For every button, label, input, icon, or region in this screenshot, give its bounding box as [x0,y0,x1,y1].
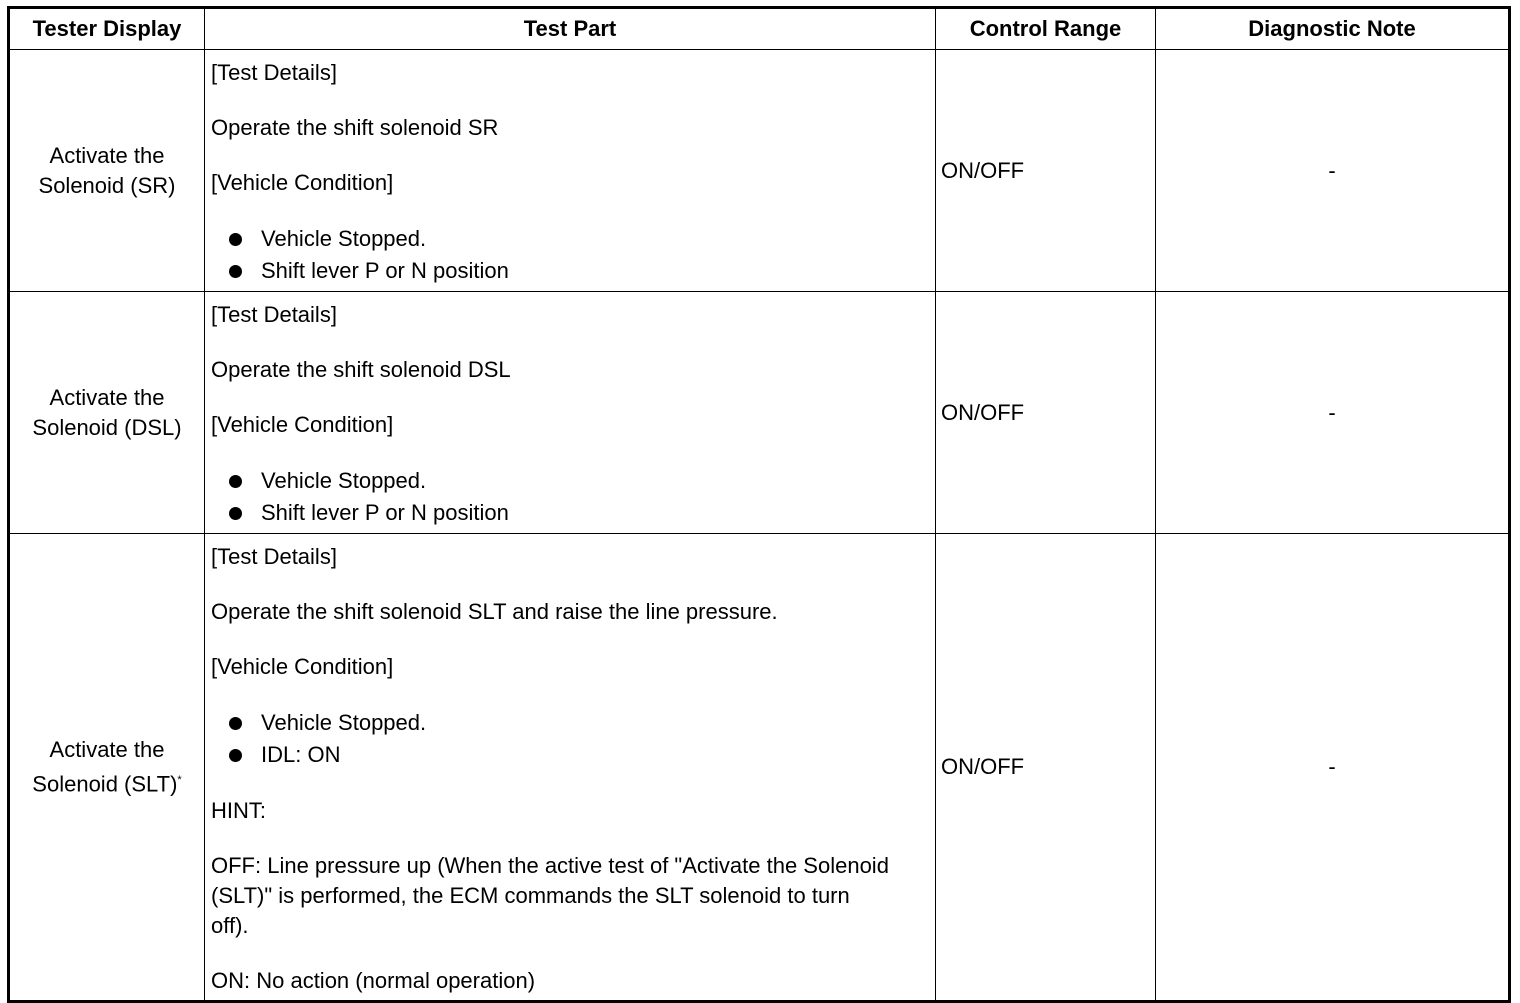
hint-on: ON: No action (normal operation) [211,968,536,993]
vehicle-condition-label: [Vehicle Condition] [211,170,394,195]
test-part-cell [205,534,936,1002]
hint-label: HINT: [211,798,266,823]
condition-text: IDL: ON [261,742,341,767]
table-row [9,50,1510,292]
header-tester-display: Tester Display [9,8,205,50]
condition-item [211,223,929,255]
condition-text: Vehicle Stopped. [261,468,427,493]
condition-item [211,497,929,529]
bullet-icon [229,717,242,730]
condition-list [211,465,929,529]
condition-item [211,255,929,287]
bullet-icon [229,749,242,762]
tester-line: Solenoid (SLT) [32,771,178,797]
tester-line: Activate the [49,736,165,762]
test-part-cell [205,292,936,534]
asterisk-mark: * [177,773,182,786]
condition-text: Vehicle Stopped. [261,226,427,251]
test-details-label: [Test Details] [211,302,337,327]
condition-item [211,707,929,739]
condition-list [211,223,929,287]
header-control-range: Control Range [936,8,1156,50]
table-row [9,292,1510,534]
table-row [9,534,1510,1002]
control-range-cell: ON/OFF [936,292,1156,534]
tester-display-cell [9,50,205,292]
header-row [9,8,1510,50]
control-range-cell: ON/OFF [936,534,1156,1002]
tester-line: Activate the [49,142,165,168]
condition-item [211,739,929,771]
tester-display-cell [9,534,205,1002]
bullet-icon [229,265,242,278]
bullet-icon [229,475,242,488]
active-test-table [7,6,1511,1003]
test-details-label: [Test Details] [211,544,337,569]
bullet-icon [229,233,242,246]
bullet-icon [229,507,242,520]
header-diagnostic-note: Diagnostic Note [1156,8,1510,50]
hint-off: OFF: Line pressure up (When the active test of "Activate the Solenoid (SLT)" is performed, the ECM commands the SLT solenoid to turn off). [211,853,889,938]
test-details-label: [Test Details] [211,60,337,85]
tester-line: Solenoid (DSL) [32,414,182,440]
diagnostic-note-cell: - [1156,50,1510,292]
vehicle-condition-label: [Vehicle Condition] [211,654,394,679]
test-details: Operate the shift solenoid DSL [211,357,511,382]
diagnostic-note-cell: - [1156,292,1510,534]
header-test-part: Test Part [205,8,936,50]
vehicle-condition-label: [Vehicle Condition] [211,412,394,437]
test-details: Operate the shift solenoid SLT and raise the line pressure. [211,599,778,624]
tester-display-cell [9,292,205,534]
tester-line: Activate the [49,384,165,410]
tester-line: Solenoid (SR) [38,172,176,198]
condition-text: Vehicle Stopped. [261,710,427,735]
condition-text: Shift lever P or N position [261,258,509,283]
test-details: Operate the shift solenoid SR [211,115,499,140]
test-part-cell [205,50,936,292]
condition-text: Shift lever P or N position [261,500,509,525]
condition-list [211,707,929,771]
diagnostic-note-cell: - [1156,534,1510,1002]
control-range-cell: ON/OFF [936,50,1156,292]
condition-item [211,465,929,497]
